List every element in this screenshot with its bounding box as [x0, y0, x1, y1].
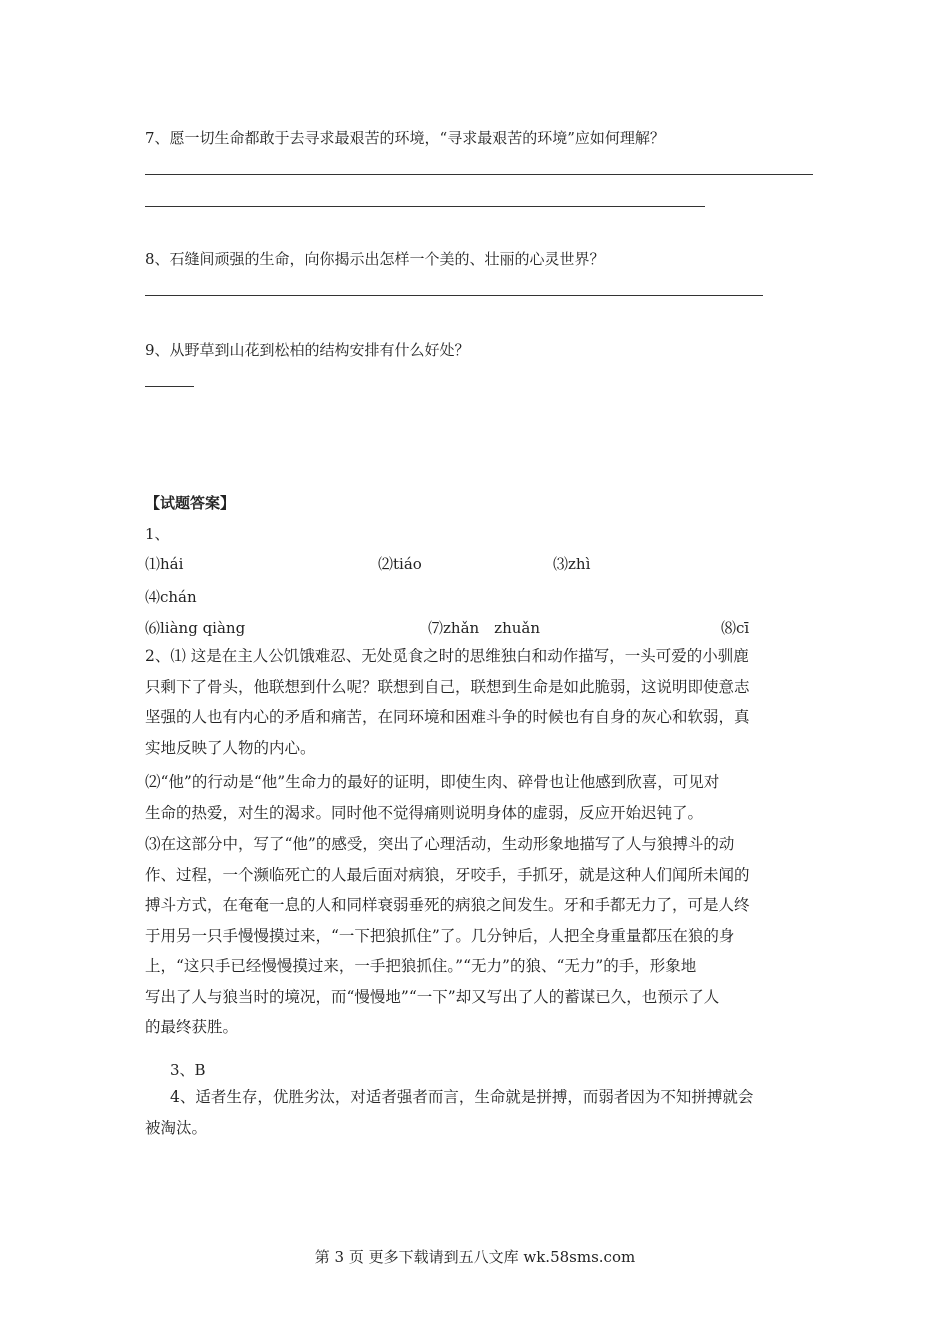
- answer-1-label: 1、: [145, 525, 170, 543]
- answer-4: 4、适者生存，优胜劣汰，对适者强者而言，生命就是拼搏，而弱者因为不知拼搏就会 被淘汰。: [145, 1088, 754, 1137]
- question-8: 8、石缝间顽强的生命，向你揭示出怎样一个美的、壮丽的心灵世界？: [145, 250, 605, 268]
- pinyin-8: ⑻cī: [721, 619, 750, 637]
- answer-3: 3、B: [170, 1061, 206, 1079]
- answer-line: [145, 206, 705, 207]
- answer-2-part-3: ⑶在这部分中，写了“他”的感受，突出了心理活动，生动形象地描写了人与狼搏斗的动 作、过程，一个濒临死亡的人最后面对病狼，牙咬手，手抓牙，就是这种人们闻所未闻的 搏斗方式，在奄奄一息的人和同样衰弱垂死的病狼之间发生。牙和手都无力了，可是人终 于用另一只手慢慢摸过来，“一下把狼抓住”了。几分钟后，人把全身重量都压在狼的身 上，“这只手已经慢慢摸过来，一手把狼抓住。”“无力”的狼、“无力”的手，形象地 写出了人与狼当时的境况，而“慢慢地”“一下”却又写出了人的蓄谋已久，也预示了人 的最终获胜。: [145, 835, 750, 1036]
- page-footer: 第 3 页 更多下载请到五八文库 wk.58sms.com: [314, 1248, 636, 1266]
- pinyin-7: ⑺zhǎn zhuǎn: [428, 619, 540, 637]
- pinyin-4: ⑷chán: [145, 588, 197, 606]
- pinyin-1: ⑴hái: [145, 555, 184, 573]
- question-7: 7、愿一切生命都敢于去寻求最艰苦的环境，“寻求最艰苦的环境”应如何理解？: [145, 129, 665, 147]
- pinyin-6: ⑹liàng qiàng: [145, 619, 246, 637]
- pinyin-3: ⑶zhì: [553, 555, 591, 573]
- question-9: 9、从野草到山花到松柏的结构安排有什么好处？: [145, 341, 470, 359]
- answer-line: [145, 174, 813, 175]
- pinyin-2: ⑵tiáo: [378, 555, 422, 573]
- answer-line: [145, 386, 194, 387]
- answers-heading: 【试题答案】: [145, 494, 236, 512]
- answer-2-part-1: 2、⑴ 这是在主人公饥饿难忍、无处觅食之时的思维独白和动作描写，一头可爱的小驯鹿 只剩下了骨头，他联想到什么呢？联想到自己，联想到生命是如此脆弱，这说明即使意志 坚强的人也有内心的矛盾和痛苦，在同环境和困难斗争的时候也有自身的灰心和软弱，真 实地反映了人物的内心。: [145, 647, 750, 757]
- answer-line: [145, 295, 763, 296]
- answer-2-part-2: ⑵“他”的行动是“他”生命力的最好的证明，即使生肉、碎骨也让他感到欣喜，可见对 生命的热爱，对生的渴求。同时他不觉得痛则说明身体的虚弱，反应开始迟钝了。: [145, 773, 720, 822]
